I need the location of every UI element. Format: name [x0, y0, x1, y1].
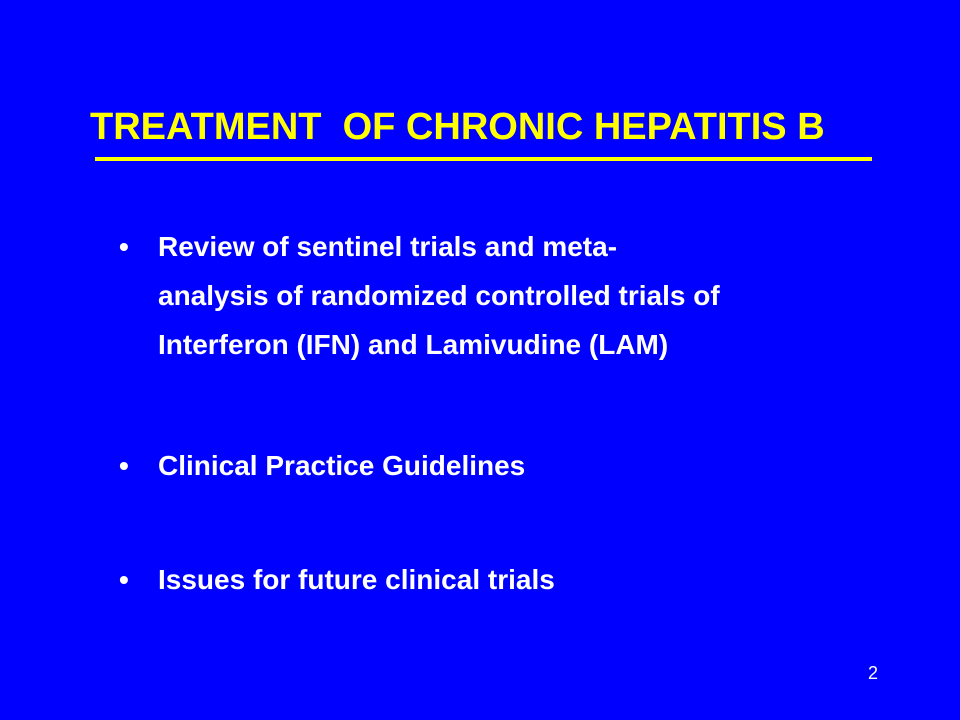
slide-title: TREATMENT OF CHRONIC HEPATITIS B — [90, 106, 825, 148]
bullet-icon: • — [119, 450, 129, 481]
bullet-icon: • — [119, 231, 129, 262]
bullet-line: Issues for future clinical trials — [158, 564, 555, 595]
bullet-line: analysis of randomized controlled trials of — [158, 280, 720, 311]
bullet-line: Clinical Practice Guidelines — [158, 450, 526, 481]
bullet-text — [158, 441, 858, 490]
bullet-text — [158, 222, 858, 369]
bullet-line: Interferon (IFN) and Lamivudine (LAM) — [158, 329, 669, 360]
bullet-line: Review of sentinel trials and meta- — [158, 231, 618, 262]
bullet-icon: • — [119, 564, 129, 595]
title-underline — [95, 157, 872, 161]
page-number: 2 — [867, 663, 878, 683]
bullet-text — [158, 555, 858, 604]
